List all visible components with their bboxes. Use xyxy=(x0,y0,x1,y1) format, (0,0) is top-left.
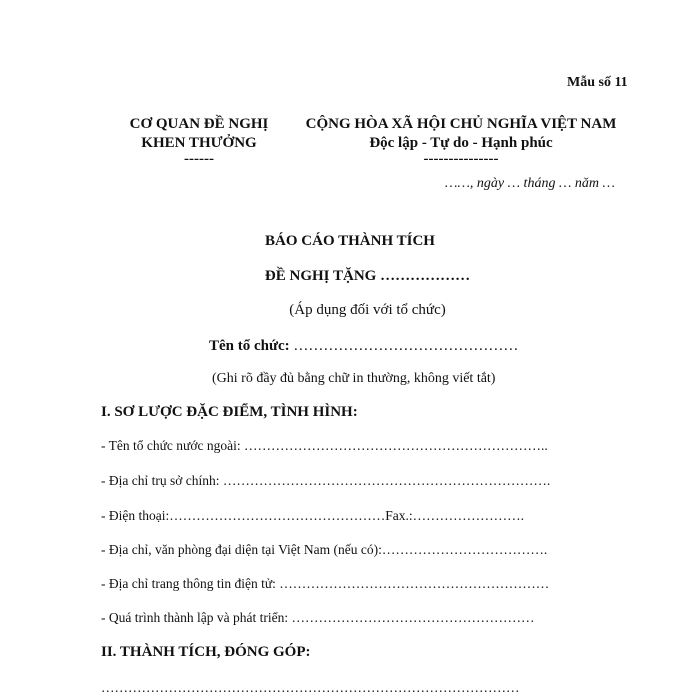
writing-note: (Ghi rõ đầy đủ bằng chữ in thường, không viết tắt) xyxy=(212,371,496,386)
agency-rule: ------ xyxy=(184,151,214,167)
field-foreign-org: - Tên tổ chức nước ngoài: ………………………………………………………….. xyxy=(101,438,548,453)
republic-line-2: Độc lập - Tự do - Hạnh phúc xyxy=(369,135,553,151)
section-2-heading: II. THÀNH TÍCH, ĐÓNG GÓP: xyxy=(101,644,311,660)
republic-rule: --------------- xyxy=(423,151,499,167)
section-2-dots: ………………………………………………………………………………… xyxy=(101,680,520,695)
republic-line-1: CỘNG HÒA XÃ HỘI CHỦ NGHĨA VIỆT NAM xyxy=(305,116,617,132)
report-subtitle: ĐỀ NGHỊ TẶNG ……………… xyxy=(264,268,471,284)
agency-line-1: CƠ QUAN ĐỀ NGHỊ xyxy=(129,116,269,132)
agency-header xyxy=(110,115,288,165)
agency-line-2: KHEN THƯỞNG xyxy=(141,135,257,151)
org-name-dots: ……………………………………… xyxy=(293,338,519,354)
report-title: BÁO CÁO THÀNH TÍCH xyxy=(265,233,435,249)
org-name-label: Tên tổ chức: xyxy=(209,338,290,354)
field-website: - Địa chỉ trang thông tin điện tử: …………………………………………………… xyxy=(101,576,550,591)
field-head-office: - Địa chỉ trụ sở chính: ………………………………………………………………. xyxy=(101,473,551,488)
field-history: - Quá trình thành lập và phát triển: ……………………………………………… xyxy=(101,610,535,625)
field-phone-fax: - Điện thoại:…………………………………………Fax.:……………………. xyxy=(101,508,524,523)
applies-to-note: (Áp dụng đối với tổ chức) xyxy=(289,302,446,318)
field-vn-office: - Địa chỉ, văn phòng đại diện tại Việt Nam (nếu có):………………………………. xyxy=(101,542,548,557)
date-line: ……, ngày … tháng … năm … xyxy=(445,176,615,191)
republic-header xyxy=(296,115,626,165)
section-1-heading: I. SƠ LƯỢC ĐẶC ĐIỂM, TÌNH HÌNH: xyxy=(101,404,358,420)
form-number: Mẫu số 11 xyxy=(567,75,628,90)
org-name-line xyxy=(209,338,518,355)
